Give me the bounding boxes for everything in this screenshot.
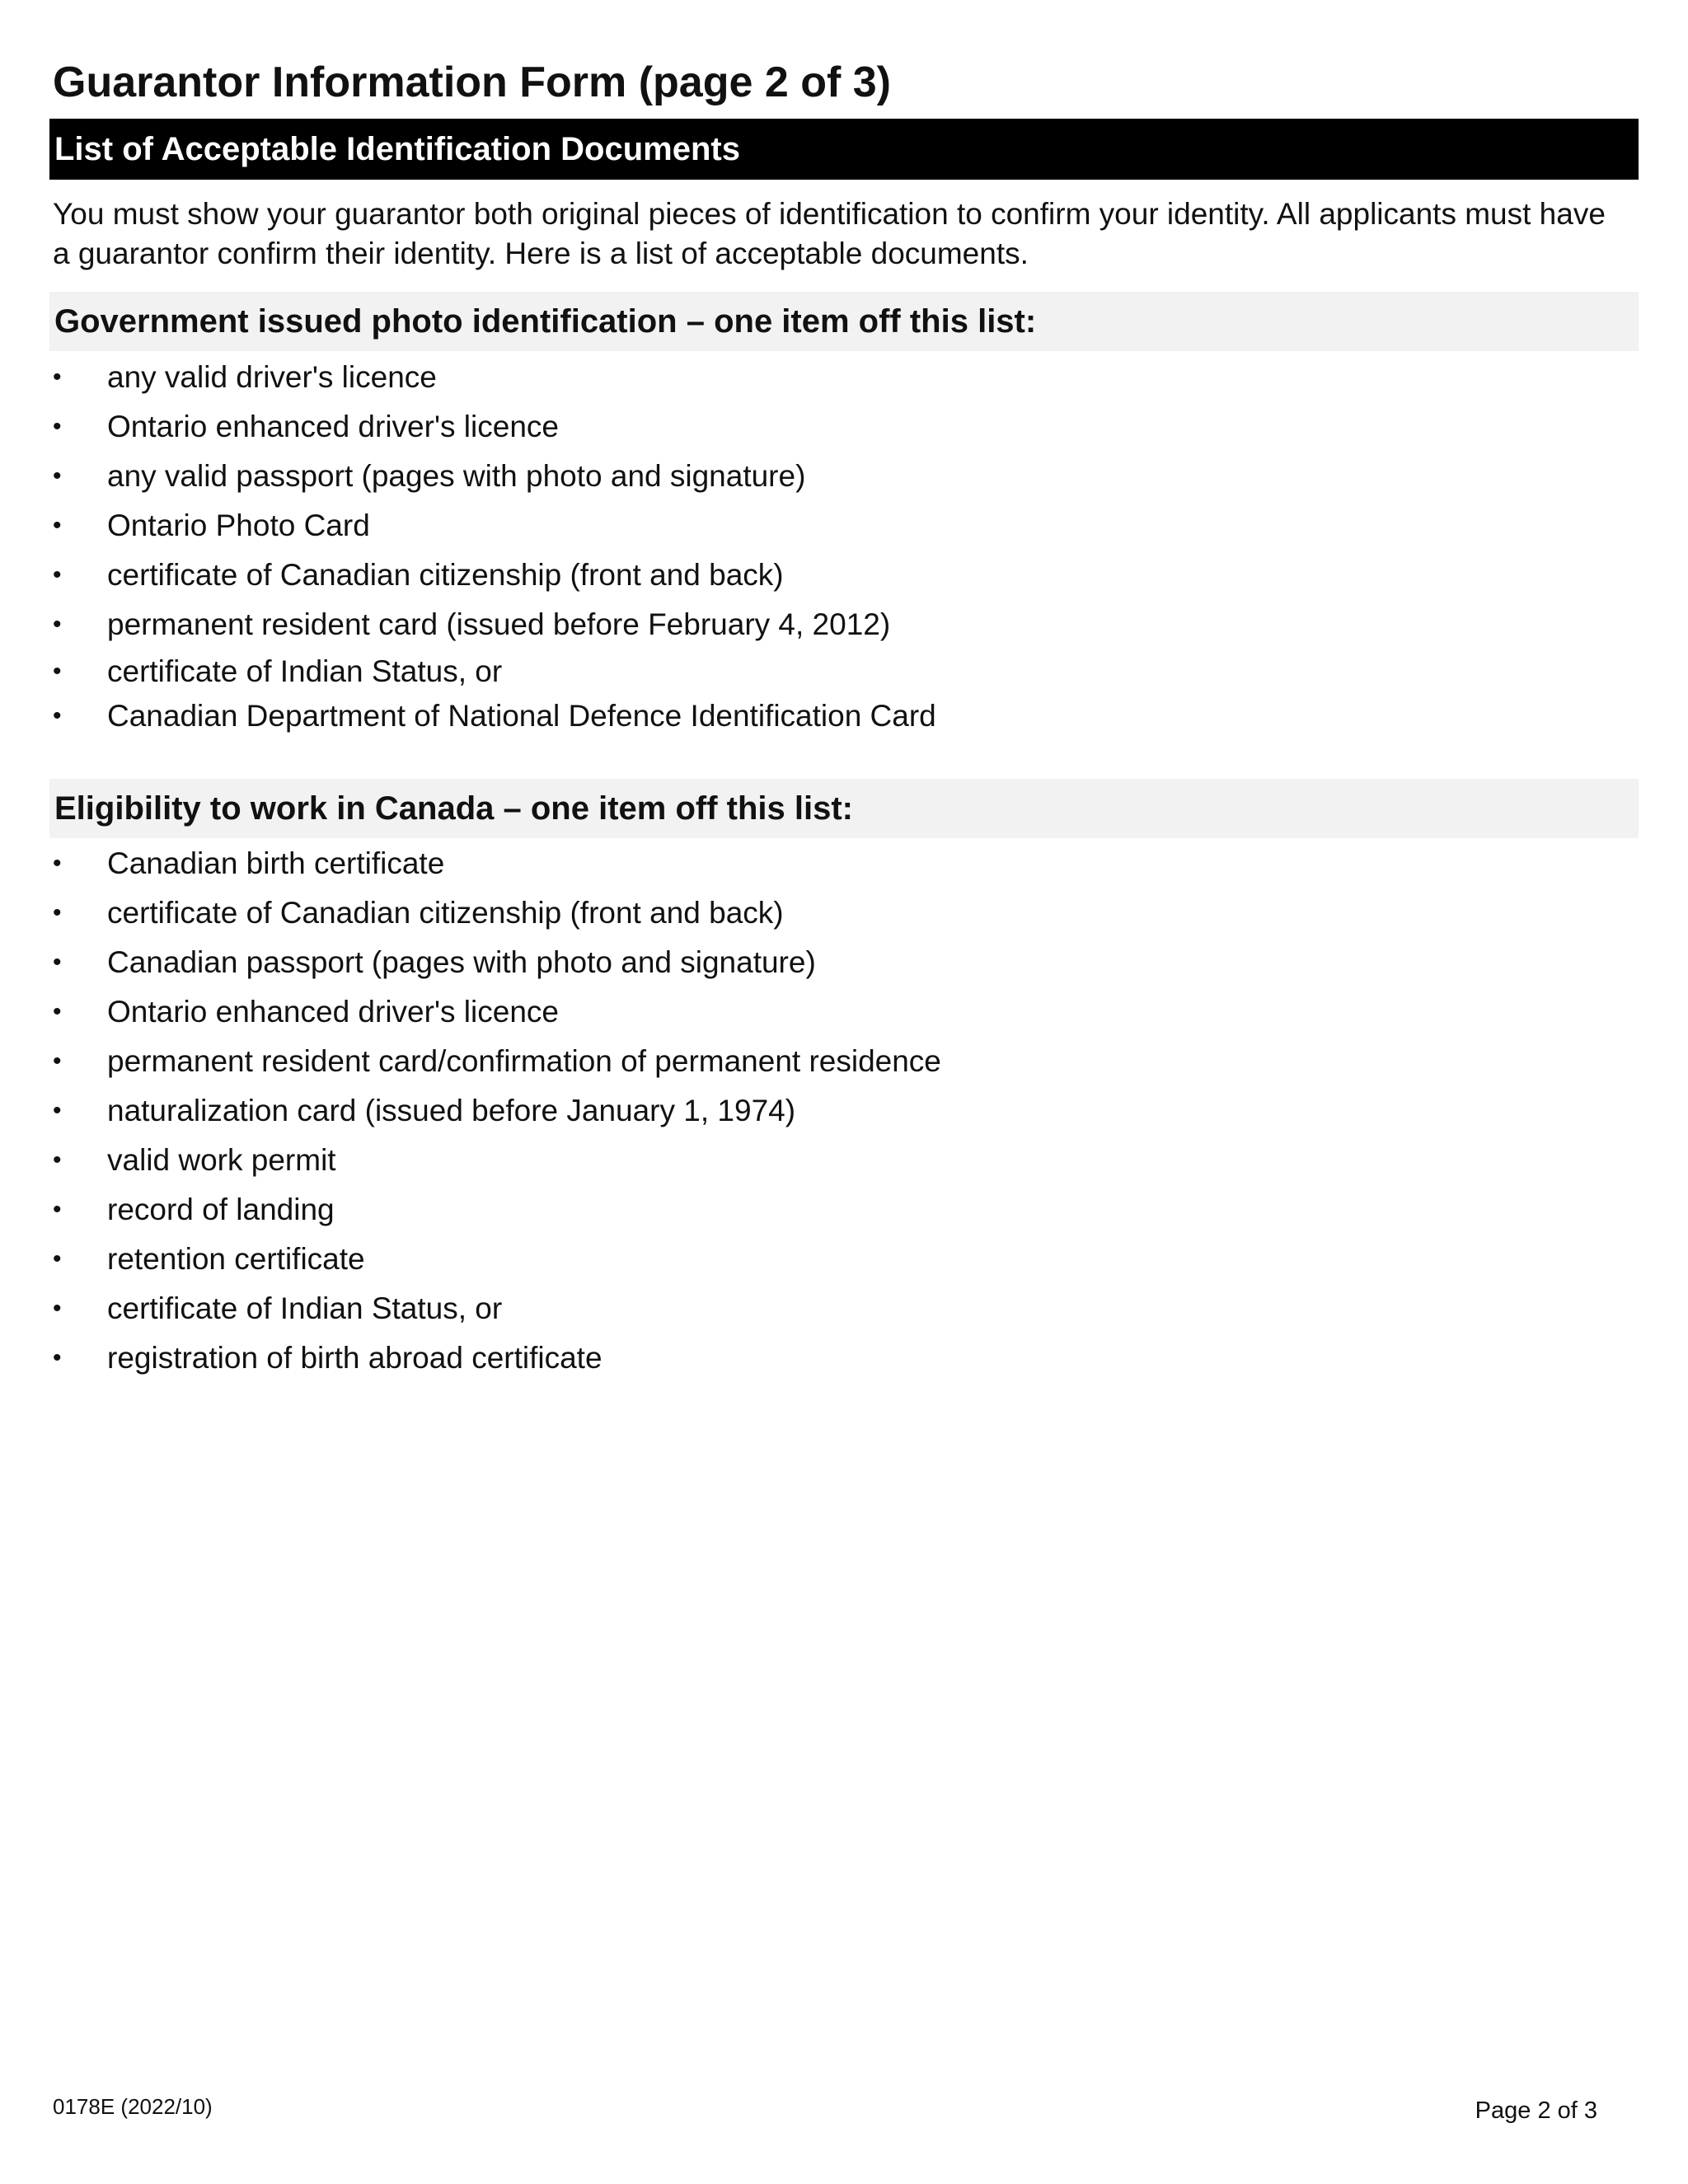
list-item-text: valid work permit xyxy=(107,1143,336,1177)
list-item xyxy=(53,1136,941,1185)
bullet-icon: • xyxy=(53,561,62,588)
list-item-text: any valid driver's licence xyxy=(107,360,437,394)
list-item xyxy=(53,1185,941,1235)
gov-id-heading: Government issued photo identification – one item off this list: xyxy=(49,292,1639,351)
list-item xyxy=(53,452,936,501)
list-item xyxy=(53,600,936,649)
gov-id-list xyxy=(53,353,936,738)
bullet-icon: • xyxy=(53,658,62,685)
list-item xyxy=(53,839,941,888)
bullet-icon: • xyxy=(53,998,62,1025)
list-item xyxy=(53,353,936,402)
list-item-text: Ontario Photo Card xyxy=(107,509,370,542)
list-item xyxy=(53,1284,941,1333)
list-item xyxy=(53,1235,941,1284)
bullet-icon: • xyxy=(53,1047,62,1075)
bullet-icon: • xyxy=(53,363,62,391)
list-item xyxy=(53,649,936,694)
list-item-text: record of landing xyxy=(107,1193,335,1226)
bullet-icon: • xyxy=(53,899,62,926)
work-eligibility-list xyxy=(53,839,941,1383)
work-eligibility-heading: Eligibility to work in Canada – one item off this list: xyxy=(49,779,1639,838)
bullet-icon: • xyxy=(53,702,62,729)
bullet-icon: • xyxy=(53,949,62,976)
list-item-text: certificate of Indian Status, or xyxy=(107,654,503,688)
list-item xyxy=(53,402,936,452)
list-item-text: registration of birth abroad certificate xyxy=(107,1341,603,1375)
page-number: Page 2 of 3 xyxy=(1475,2097,1597,2124)
bullet-icon: • xyxy=(53,1295,62,1322)
page-title xyxy=(53,56,891,109)
list-item-text: retention certificate xyxy=(107,1242,365,1276)
list-item-text: certificate of Canadian citizenship (front and back) xyxy=(107,896,784,930)
list-item-text: certificate of Canadian citizenship (front and back) xyxy=(107,558,784,592)
bullet-icon: • xyxy=(53,1196,62,1223)
bullet-icon: • xyxy=(53,1097,62,1124)
bullet-icon: • xyxy=(53,462,62,490)
list-item-text: Ontario enhanced driver's licence xyxy=(107,995,559,1029)
list-item xyxy=(53,1333,941,1383)
list-item xyxy=(53,551,936,600)
bullet-icon: • xyxy=(53,413,62,440)
form-code: 0178E (2022/10) xyxy=(53,2094,213,2119)
list-item xyxy=(53,1037,941,1086)
section-banner: List of Acceptable Identification Documents xyxy=(49,119,1639,180)
list-item xyxy=(53,938,941,987)
list-item-text: Canadian birth certificate xyxy=(107,846,445,880)
list-item xyxy=(53,987,941,1037)
form-page-indicator: (page 2 of 3) xyxy=(638,59,891,106)
bullet-icon: • xyxy=(53,1245,62,1272)
list-item-text: Ontario enhanced driver's licence xyxy=(107,410,559,443)
list-item xyxy=(53,1086,941,1136)
form-title: Guarantor Information Form xyxy=(53,59,627,106)
bullet-icon: • xyxy=(53,1344,62,1371)
list-item-text: Canadian Department of National Defence Identification Card xyxy=(107,699,936,733)
list-item xyxy=(53,501,936,551)
list-item-text: naturalization card (issued before January 1, 1974) xyxy=(107,1094,796,1127)
list-item-text: any valid passport (pages with photo and signature) xyxy=(107,459,806,493)
intro-paragraph: You must show your guarantor both original pieces of identification to confirm your identity. All applicants must have a guarantor confirm their identity. Here is a list of acceptable documents. xyxy=(53,197,1606,270)
list-item xyxy=(53,694,936,738)
list-item xyxy=(53,888,941,938)
bullet-icon: • xyxy=(53,850,62,877)
list-item-text: permanent resident card (issued before February 4, 2012) xyxy=(107,607,891,641)
bullet-icon: • xyxy=(53,1146,62,1174)
list-item-text: Canadian passport (pages with photo and signature) xyxy=(107,945,816,979)
bullet-icon: • xyxy=(53,611,62,638)
list-item-text: certificate of Indian Status, or xyxy=(107,1291,503,1325)
bullet-icon: • xyxy=(53,512,62,539)
list-item-text: permanent resident card/confirmation of permanent residence xyxy=(107,1044,941,1078)
